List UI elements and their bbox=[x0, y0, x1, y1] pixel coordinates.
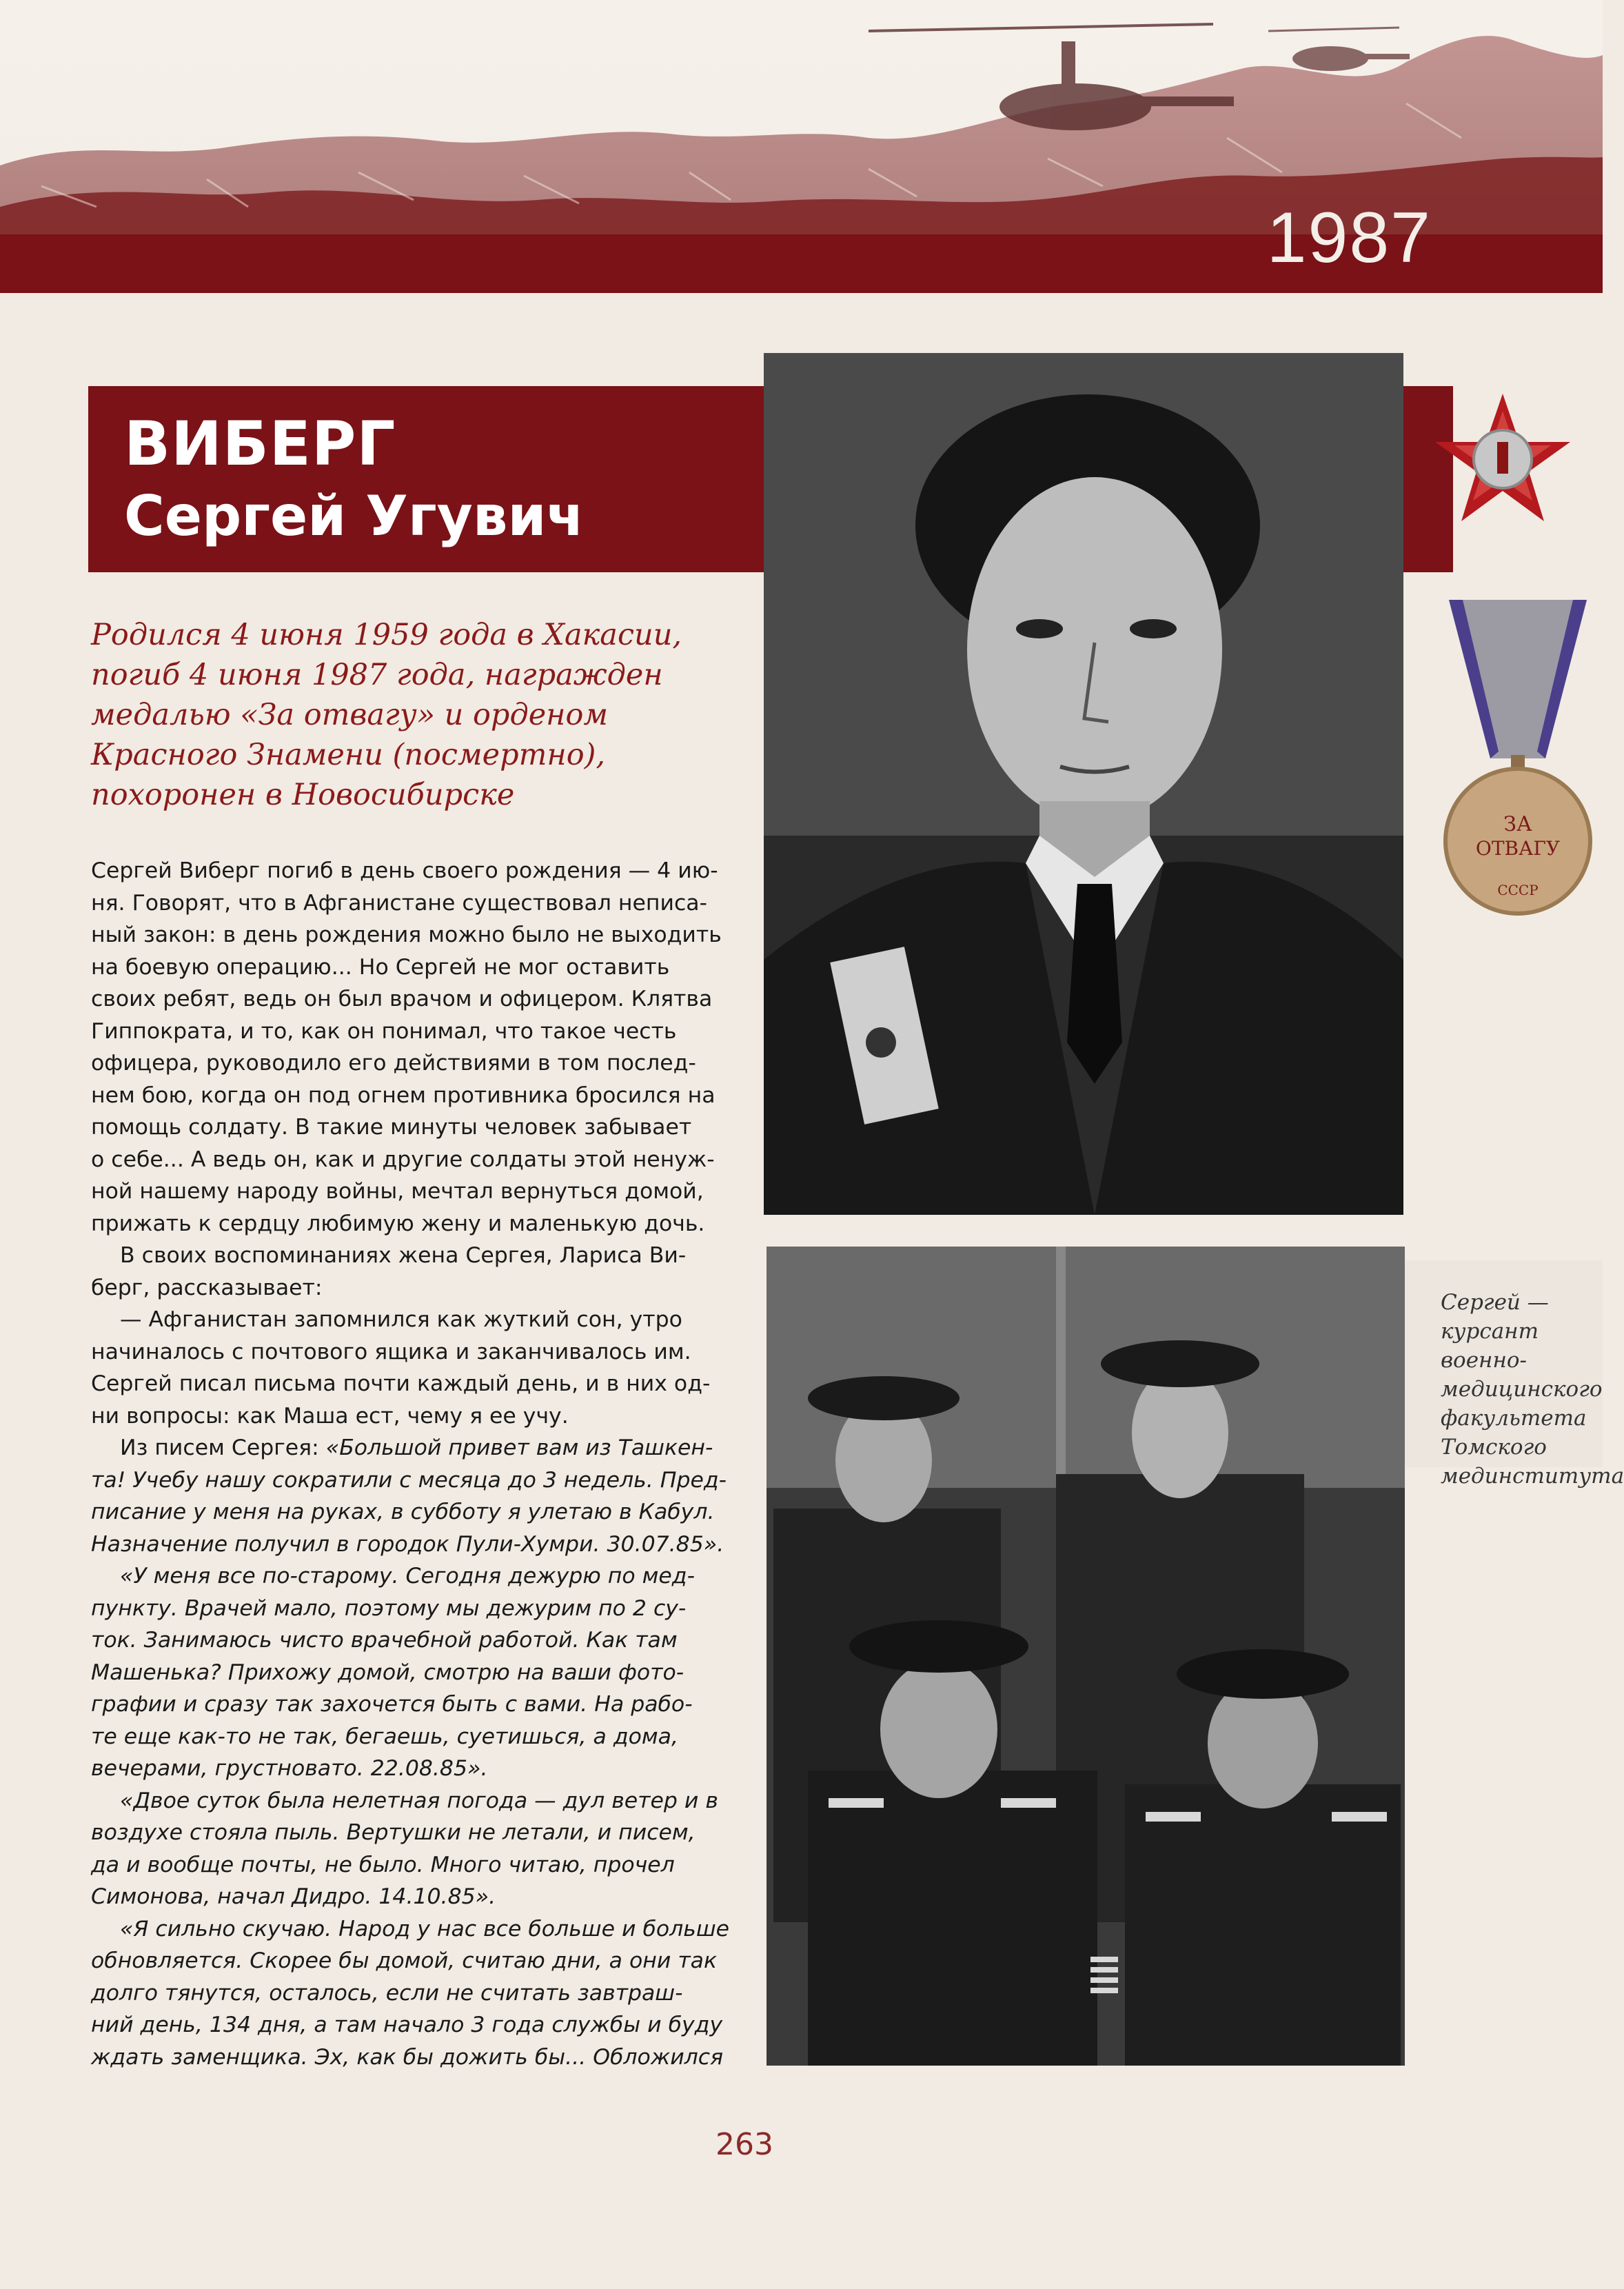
photo-caption: Сергей — курсант военно- медицинского факультета Томского мединститута bbox=[1441, 1290, 1624, 1489]
year-label: 1987 bbox=[1266, 198, 1432, 278]
medal-for-courage-icon bbox=[1435, 600, 1601, 917]
paragraph-2: В своих воспоминаниях жена Сергея, Лариса Ви- берг, рассказывает: bbox=[91, 1243, 687, 1300]
medal-text-otvagu: ОТВАГУ bbox=[1475, 837, 1561, 860]
group-photo-image bbox=[767, 1247, 1405, 2066]
paragraph-6: «Двое суток была нелетная погода — дул ветер и в воздухе стояла пыль. Вертушки не летали, и писем, да и вообще почты, не было. Много читаю, прочел Симонова, начал Дидро. 14.10.85». bbox=[91, 1788, 718, 1909]
paragraph-4 bbox=[91, 1432, 739, 1560]
header-banner bbox=[0, 0, 1603, 293]
medal-text-za: ЗА bbox=[1503, 812, 1532, 836]
paragraph-5: «У меня все по-старому. Сегодня дежурю по мед- пункту. Врачей мало, поэтому мы дежурим по 2 су- ток. Занимаюсь чисто врачебной работой. Как там Машенька? Прихожу домой, смотрю на ваши фото- графии и сразу так захочется быть с вами. На рабо- те еще как-то не так, бегаешь, суетишься, а дома, вечерами, грустновато. 22.08.85». bbox=[91, 1564, 695, 1781]
person-given-names: Сергей Угувич bbox=[124, 484, 585, 548]
group-photo bbox=[767, 1247, 1405, 2066]
page-number: 263 bbox=[715, 2127, 773, 2162]
paragraph-3: — Афганистан запомнился как жуткий сон, утро начиналось с почтового ящика и заканчивалось им. Сергей писал письма почти каждый день, и в них од- ни вопросы: как Маша ест, чему я ее учу. bbox=[91, 1307, 711, 1429]
helicopter-icon-small bbox=[1268, 28, 1410, 71]
portrait-image bbox=[764, 353, 1403, 1215]
order-red-star-icon bbox=[1434, 390, 1572, 528]
paragraph-1: Сергей Виберг погиб в день своего рождения — 4 ию- ня. Говорят, что в Афганистане существовал неписа- ный закон: в день рождения можно было не выходить на боевую операцию... Но Сергей не мог оставить своих ребят, ведь он был врачом и офицером. Клятва Гиппократа, и то, как он понимал, что такое честь офицера, руководило его действиями в том послед- нем бою, когда он под огнем противника бросился на помощь солдату. В такие минуты человек забывает о себе... А ведь он, как и другие солдаты этой ненуж- ной нашему народу войны, мечтал вернуться домой, прижать к сердцу любимую жену и маленькую дочь. bbox=[91, 858, 722, 1236]
paragraph-4-lead: Из писем Сергея: bbox=[120, 1435, 326, 1460]
person-surname: ВИБЕРГ bbox=[124, 408, 396, 479]
portrait-photo bbox=[764, 353, 1403, 1215]
paragraph-4-quote: «Большой привет вам из Ташкен- та! Учебу нашу сократили с месяца до 3 недель. Пред- писание у меня на руках, в субботу я улетаю в Кабул. Назначение получил в городок Пули-Хумри. 30.07.85». bbox=[91, 1435, 727, 1557]
medal-text-sssr: СССР bbox=[1497, 882, 1539, 898]
paragraph-7: «Я сильно скучаю. Народ у нас все больше и больше обновляется. Скорее бы домой, считаю дни, а они так долго тянутся, осталось, если не считать завтраш- ний день, 134 дня, а там начало 3 года службы и буду ждать заменщика. Эх, как бы дожить бы... Обложился bbox=[91, 1916, 730, 2070]
intro-text: Родился 4 июня 1959 года в Хакасии, погиб 4 июня 1987 года, награжден медалью «За отвагу» и орденом Красного Знамени (посмертно), похоронен в Новосибирске bbox=[91, 618, 682, 812]
article-body bbox=[91, 855, 739, 2073]
